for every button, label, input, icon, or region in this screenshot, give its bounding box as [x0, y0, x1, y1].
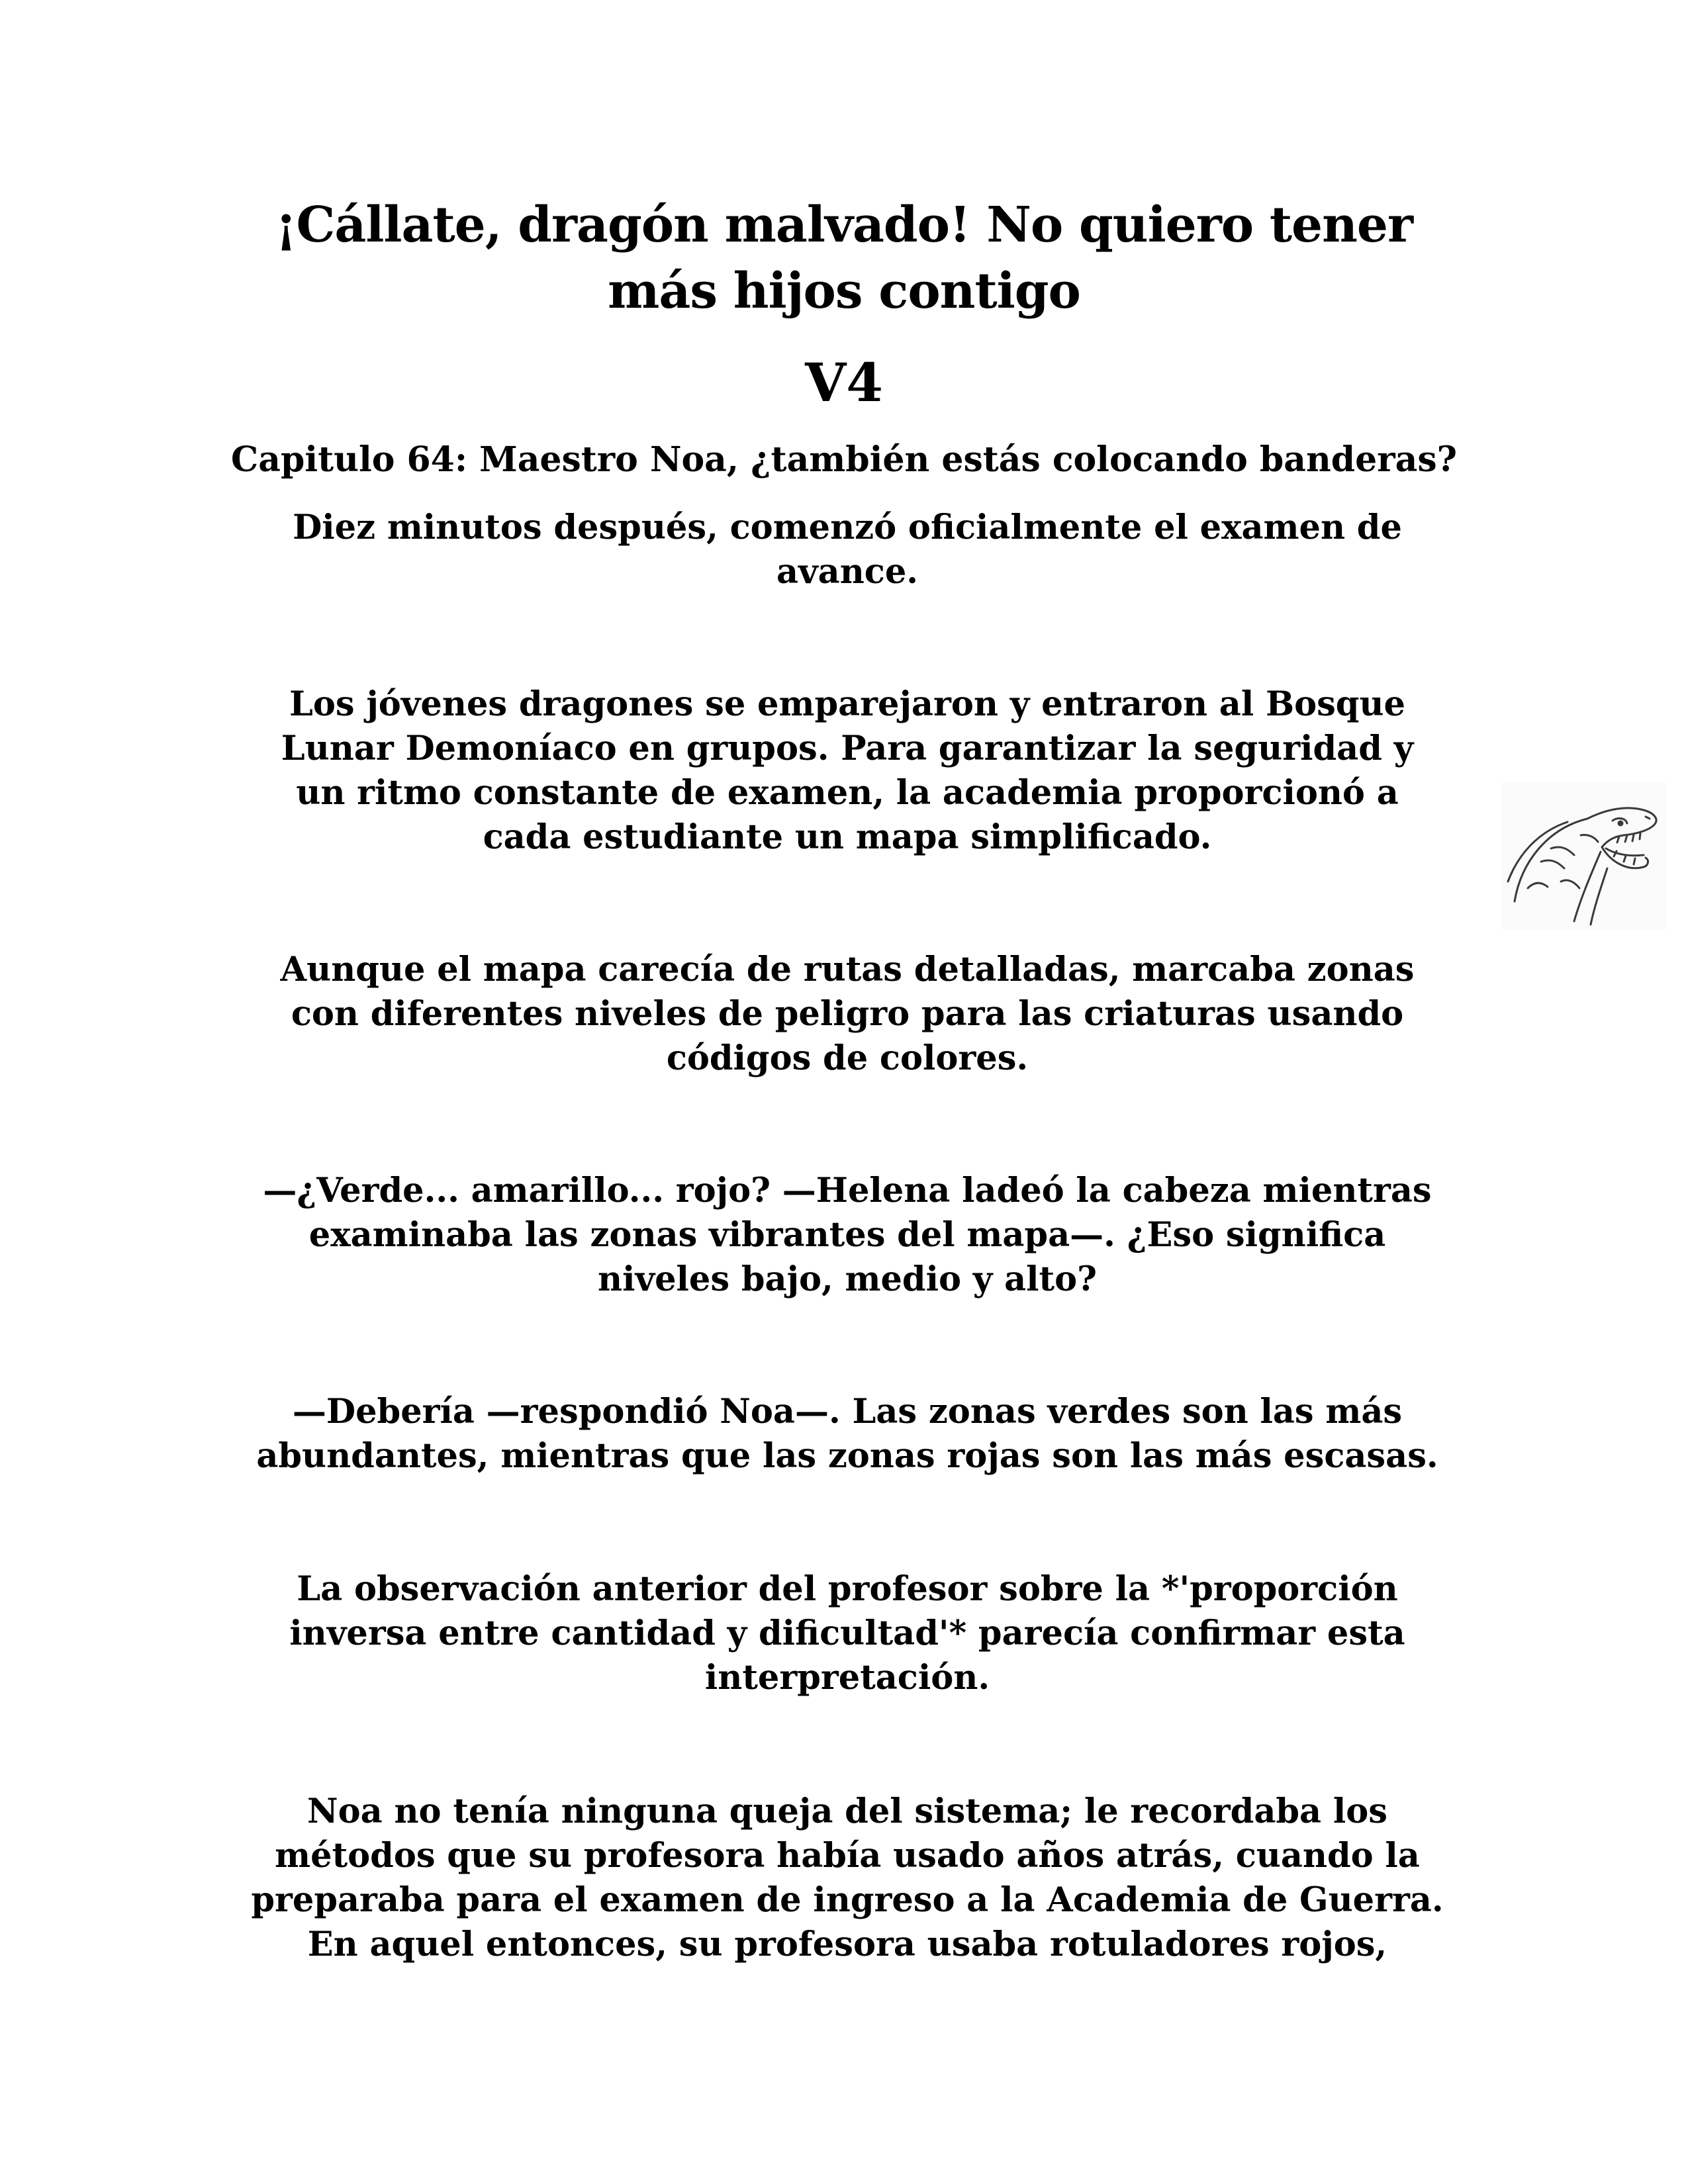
- paragraph: Aunque el mapa carecía de rutas detalladas, marcaba zonas con diferentes niveles de peligro para las criaturas usando códigos de colores.: [280, 950, 1415, 1078]
- chapter-heading: Capitulo 64: Maestro Noa, ¿también estás colocando banderas?: [230, 439, 1458, 480]
- volume-label: V4: [805, 351, 883, 414]
- dragon-head-sketch-icon: [1501, 782, 1667, 929]
- paragraph: Los jóvenes dragones se emparejaron y entraron al Bosque Lunar Demoníaco en grupos. Para garantizar la seguridad y un ritmo constante de examen, la academia proporcionó a cada estudiante un mapa simplificado.: [281, 684, 1414, 857]
- document-title: ¡Cállate, dragón malvado! No quiero tener más hijos contigo: [275, 197, 1413, 320]
- paragraph: —¿Verde... amarillo... rojo? —Helena ladeó la cabeza mientras examinaba las zonas vibrantes del mapa—. ¿Eso significa niveles bajo, medio y alto?: [263, 1171, 1432, 1299]
- paragraph: Diez minutos después, comenzó oficialmente el examen de avance.: [293, 508, 1402, 592]
- paragraph: La observación anterior del profesor sobre la *'proporción inversa entre cantidad y dificultad'* parecía confirmar esta interpretación.: [289, 1569, 1405, 1698]
- paragraph: Noa no tenía ninguna queja del sistema; le recordaba los métodos que su profesora había usado años atrás, cuando la preparaba para el examen de ingreso a la Academia de Guerra. En aquel entonces, su profesora usaba rotuladores rojos,: [251, 1792, 1444, 1964]
- paragraph: —Debería —respondió Noa—. Las zonas verdes son las más abundantes, mientras que las zonas rojas son las más escasas.: [256, 1392, 1438, 1476]
